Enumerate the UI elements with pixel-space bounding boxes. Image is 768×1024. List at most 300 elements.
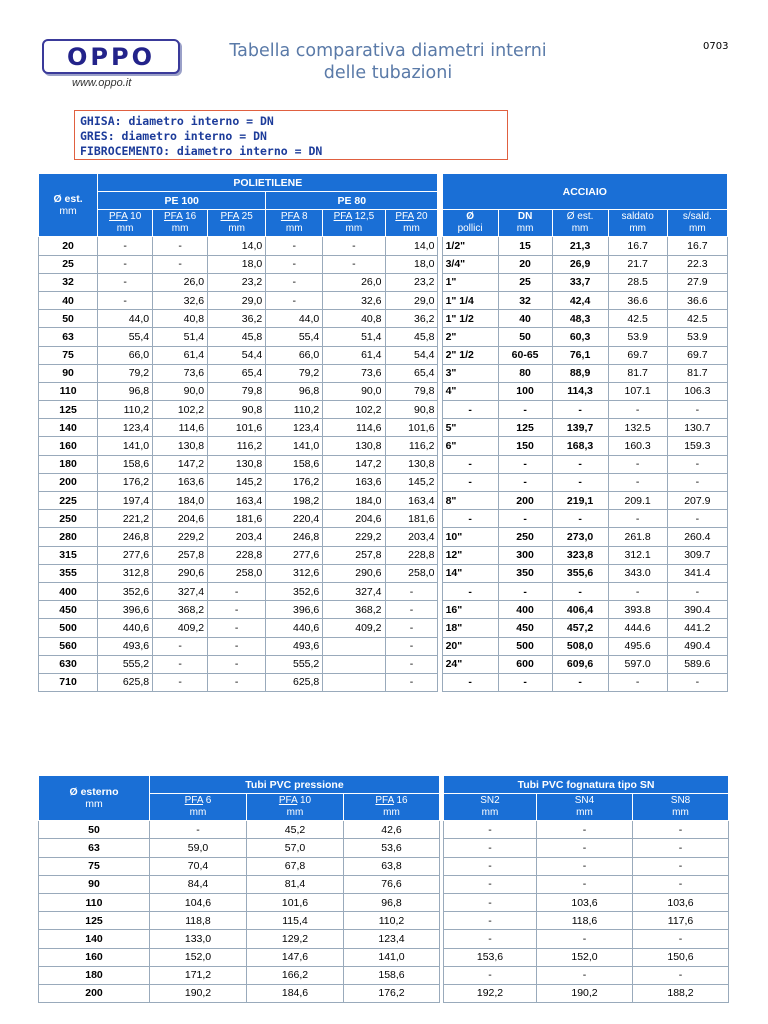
table-cell: - [442, 673, 498, 691]
table-row [39, 821, 729, 839]
table-cell: 81.7 [608, 364, 667, 382]
table-cell: 355,6 [552, 564, 608, 582]
table-cell: - [444, 912, 537, 930]
table-cell: 300 [498, 546, 552, 564]
table-cell: 18,0 [385, 255, 438, 273]
table-cell: 258,0 [385, 564, 438, 582]
table-cell: 343.0 [608, 564, 667, 582]
table-cell: 315 [39, 546, 98, 564]
logo-text: OPPO [67, 43, 155, 71]
table-cell: 160 [39, 437, 98, 455]
table-cell: 53,6 [344, 839, 440, 857]
col-pfa-header [153, 210, 208, 237]
table-cell: 45,2 [247, 821, 344, 839]
table-cell: 159.3 [667, 437, 727, 455]
table-row [39, 492, 728, 510]
table-cell: 390.4 [667, 601, 727, 619]
table-cell: 118,6 [537, 912, 633, 930]
table-cell: 75 [39, 857, 150, 875]
table-cell: 114,3 [552, 382, 608, 400]
table-cell: - [552, 673, 608, 691]
table-cell: - [667, 401, 727, 419]
table-row [39, 255, 728, 273]
table-cell: 152,0 [150, 948, 247, 966]
table-cell: 327,4 [153, 582, 208, 600]
pfa-label [268, 211, 320, 223]
table-cell: 190,2 [150, 984, 247, 1002]
pfa-unit: mm [189, 807, 207, 819]
table-cell: 20 [39, 237, 98, 255]
table-cell: 1" 1/4 [442, 291, 498, 309]
table-cell: 5" [442, 419, 498, 437]
table-cell: 69.7 [608, 346, 667, 364]
pfa-unit: mm [228, 223, 245, 235]
table-cell: 444.6 [608, 619, 667, 637]
table-cell: 50 [39, 310, 98, 328]
table-cell: - [444, 839, 537, 857]
table-cell: - [208, 601, 266, 619]
table-cell: 493,6 [266, 637, 323, 655]
table-row [39, 582, 728, 600]
table-cell: 200 [498, 492, 552, 510]
table-cell: 25 [498, 273, 552, 291]
table-cell: 63,8 [344, 857, 440, 875]
table-cell: 352,6 [266, 582, 323, 600]
table-cell: - [442, 473, 498, 491]
group-acciaio: ACCIAIO [442, 174, 727, 210]
table-cell: 130.7 [667, 419, 727, 437]
table-cell: 55,4 [266, 328, 323, 346]
pfa-label [100, 211, 150, 223]
pfa-link[interactable]: PFA [395, 211, 414, 223]
pfa-unit: mm [345, 223, 363, 235]
group-polietilene: POLIETILENE [98, 174, 438, 192]
table-cell: 42.5 [608, 310, 667, 328]
table-cell: - [385, 619, 438, 637]
col-sn-header [537, 794, 633, 821]
table-cell: 200 [39, 984, 150, 1002]
table-cell: - [667, 673, 727, 691]
table-cell: 188,2 [633, 984, 729, 1002]
table-cell: 147,2 [153, 455, 208, 473]
table-cell: - [442, 582, 498, 600]
table-cell: 63 [39, 328, 98, 346]
table-cell: 101,6 [385, 419, 438, 437]
table-cell: 198,2 [266, 492, 323, 510]
col-acciaio-header-label: Ø est. [566, 211, 594, 223]
table-cell: 250 [498, 528, 552, 546]
table-cell: 150,6 [633, 948, 729, 966]
table-cell: 107.1 [608, 382, 667, 400]
col-acciaio-header [552, 210, 608, 237]
table-cell: 29,0 [208, 291, 266, 309]
table-cell: 117,6 [633, 912, 729, 930]
table-cell: 110 [39, 893, 150, 911]
col-esterno-label: Ø esterno [69, 786, 119, 799]
table-cell: 180 [39, 966, 150, 984]
table-cell: 1" 1/2 [442, 310, 498, 328]
table-cell: 54,4 [385, 346, 438, 364]
col-est-label: Ø est. [53, 193, 83, 206]
note-ghisa: GHISA: diametro interno = DN [80, 114, 274, 128]
pfa-label [388, 211, 436, 223]
table-cell: 181,6 [208, 510, 266, 528]
table-cell: 55,4 [98, 328, 153, 346]
title-line-1: Tabella comparativa diametri interni [229, 41, 547, 61]
table-cell: 130,8 [208, 455, 266, 473]
table-cell: 197,4 [98, 492, 153, 510]
table-cell: - [208, 637, 266, 655]
table-cell: 45,8 [385, 328, 438, 346]
table-cell: - [444, 875, 537, 893]
table-cell: 4" [442, 382, 498, 400]
table-cell: 60-65 [498, 346, 552, 364]
table-cell: 139,7 [552, 419, 608, 437]
table-cell: 257,8 [153, 546, 208, 564]
table-cell: 625,8 [98, 673, 153, 691]
table-row [39, 455, 728, 473]
table-cell: 166,2 [247, 966, 344, 984]
pfa-link[interactable]: PFA [333, 211, 352, 223]
table-cell: - [537, 821, 633, 839]
table-cell: 48,3 [552, 310, 608, 328]
table-cell: 40,8 [323, 310, 385, 328]
table-row [39, 673, 728, 691]
table-cell: - [266, 273, 323, 291]
table-cell: - [633, 930, 729, 948]
table-cell: 176,2 [266, 473, 323, 491]
table-cell: - [552, 455, 608, 473]
table-cell: - [98, 273, 153, 291]
table-cell: 28.5 [608, 273, 667, 291]
col-sn-header-unit: mm [672, 807, 689, 819]
table-cell: 21,3 [552, 237, 608, 255]
table-cell: 145,2 [385, 473, 438, 491]
table-cell: 508,0 [552, 637, 608, 655]
pfa-label [346, 795, 437, 807]
table-cell: 141,0 [266, 437, 323, 455]
table-row [39, 364, 728, 382]
table-row [39, 528, 728, 546]
table-cell: 54,4 [208, 346, 266, 364]
table-cell: 69.7 [667, 346, 727, 364]
pfa-link[interactable]: PFA [109, 211, 128, 223]
col-sn-header-unit: mm [576, 807, 593, 819]
table-cell: - [633, 821, 729, 839]
table-cell: 26,0 [323, 273, 385, 291]
table-cell: 225 [39, 492, 98, 510]
table-cell: 67,8 [247, 857, 344, 875]
col-pfa-header [247, 794, 344, 821]
col-sn-header-label: SN2 [480, 795, 500, 807]
table-cell: 409,2 [323, 619, 385, 637]
col-est-unit: mm [59, 205, 77, 218]
table-cell: - [633, 966, 729, 984]
table-cell: 75 [39, 346, 98, 364]
table-cell: 114,6 [153, 419, 208, 437]
table-cell: 32 [498, 291, 552, 309]
table-cell: 103,6 [537, 893, 633, 911]
pfa-link[interactable]: PFA [184, 795, 203, 807]
table-cell: - [498, 582, 552, 600]
table-cell: 70,4 [150, 857, 247, 875]
table-cell: 40 [39, 291, 98, 309]
table-cell: 90 [39, 364, 98, 382]
table-cell: 500 [39, 619, 98, 637]
table-cell: 132.5 [608, 419, 667, 437]
table-cell: 258,0 [208, 564, 266, 582]
table-cell: 150 [498, 437, 552, 455]
table-cell: 20" [442, 637, 498, 655]
table-cell: 14,0 [208, 237, 266, 255]
table-cell: 21.7 [608, 255, 667, 273]
table-cell: 45,8 [208, 328, 266, 346]
table-cell: 100 [498, 382, 552, 400]
table-cell: 57,0 [247, 839, 344, 857]
table-cell: 32 [39, 273, 98, 291]
table-row [39, 875, 729, 893]
table-row [39, 382, 728, 400]
table-cell: 129,2 [247, 930, 344, 948]
table-cell: 176,2 [98, 473, 153, 491]
table-cell: - [608, 582, 667, 600]
table-row [39, 401, 728, 419]
table-cell: 130,8 [385, 455, 438, 473]
table-row [39, 291, 728, 309]
table-cell: 555,2 [98, 655, 153, 673]
table-cell: 61,4 [153, 346, 208, 364]
table-cell: 257,8 [323, 546, 385, 564]
table-cell: 125 [39, 401, 98, 419]
logo-url[interactable]: www.oppo.it [72, 77, 132, 89]
table-cell: 312,6 [266, 564, 323, 582]
table-cell: 16" [442, 601, 498, 619]
pfa-value: 25 [241, 211, 253, 223]
col-acciaio-header-label: saldato [621, 211, 654, 223]
table-cell: 158,6 [344, 966, 440, 984]
table-cell: 440,6 [98, 619, 153, 637]
table-cell: 96,8 [344, 893, 440, 911]
table-cell: 102,2 [323, 401, 385, 419]
pfa-link[interactable]: PFA [280, 211, 300, 223]
table-cell: 26,9 [552, 255, 608, 273]
table-cell: - [667, 582, 727, 600]
table-cell: - [608, 673, 667, 691]
table-cell: 261.8 [608, 528, 667, 546]
table-cell: 123,4 [344, 930, 440, 948]
table-row [39, 437, 728, 455]
table-row [39, 273, 728, 291]
pfa-value: 8 [302, 211, 308, 223]
table-cell: 125 [498, 419, 552, 437]
table-cell: 277,6 [266, 546, 323, 564]
pfa-unit: mm [403, 223, 420, 235]
table-cell: - [608, 473, 667, 491]
table-row [39, 655, 728, 673]
table-cell: 190,2 [537, 984, 633, 1002]
table-cell: 27.9 [667, 273, 727, 291]
table-cell: 273,0 [552, 528, 608, 546]
table-cell: 597.0 [608, 655, 667, 673]
table-cell: 115,4 [247, 912, 344, 930]
table-cell: 2" [442, 328, 498, 346]
table-cell: 10" [442, 528, 498, 546]
col-est-header [39, 174, 98, 237]
table-cell: - [537, 875, 633, 893]
table-cell: - [537, 930, 633, 948]
table-cell: - [442, 455, 498, 473]
table-cell: 79,8 [208, 382, 266, 400]
table-cell: 51,4 [153, 328, 208, 346]
table-cell: 36,2 [385, 310, 438, 328]
table-cell: 153,6 [444, 948, 537, 966]
table-cell: 18" [442, 619, 498, 637]
table-cell: 44,0 [98, 310, 153, 328]
table-cell: 203,4 [208, 528, 266, 546]
table-row [39, 948, 729, 966]
table-cell: - [667, 510, 727, 528]
table-cell: 246,8 [266, 528, 323, 546]
col-acciaio-header [498, 210, 552, 237]
table-cell: 73,6 [323, 364, 385, 382]
table-cell: 277,6 [98, 546, 153, 564]
col-acciaio-header-unit: mm [571, 223, 589, 235]
table-cell: - [208, 619, 266, 637]
table-cell: - [323, 255, 385, 273]
table-cell: 290,6 [153, 564, 208, 582]
pfa-value: 16 [185, 211, 197, 223]
col-esterno-unit: mm [85, 798, 103, 811]
pfa-link[interactable]: PFA [278, 795, 298, 807]
col-esterno-header [39, 776, 150, 821]
table-cell: 140 [39, 419, 98, 437]
pfa-value: 16 [396, 795, 408, 807]
sub-pe80: PE 80 [266, 192, 438, 210]
table-cell: 125 [39, 912, 150, 930]
table-cell: 490.4 [667, 637, 727, 655]
table-cell: 309.7 [667, 546, 727, 564]
table-cell: 220,4 [266, 510, 323, 528]
table-row [39, 966, 729, 984]
table-row [39, 601, 728, 619]
pfa-unit: mm [116, 223, 134, 235]
table-cell: 147,2 [323, 455, 385, 473]
table-cell: 20 [498, 255, 552, 273]
table-cell: 130,8 [323, 437, 385, 455]
table-cell: 114,6 [323, 419, 385, 437]
oppo-logo [42, 39, 180, 74]
title-line-2: delle tubazioni [323, 63, 453, 83]
table-cell: 204,6 [323, 510, 385, 528]
table-cell: - [498, 673, 552, 691]
table-cell: 500 [498, 637, 552, 655]
table-row [39, 328, 728, 346]
pfa-value: 6 [205, 795, 212, 807]
table-cell: 26,0 [153, 273, 208, 291]
table-cell: 130,8 [153, 437, 208, 455]
table-cell: 184,0 [153, 492, 208, 510]
col-sn-header-unit: mm [481, 807, 499, 819]
table-cell: - [385, 637, 438, 655]
table-cell: - [444, 893, 537, 911]
table-cell: 53.9 [608, 328, 667, 346]
table-cell: 493,6 [98, 637, 153, 655]
table-cell: 8" [442, 492, 498, 510]
table-cell: - [537, 966, 633, 984]
table-cell: 90,8 [385, 401, 438, 419]
table-cell: 50 [498, 328, 552, 346]
table-cell: 203,4 [385, 528, 438, 546]
table-cell: - [153, 673, 208, 691]
table-cell: - [498, 455, 552, 473]
table-cell: 76,1 [552, 346, 608, 364]
table-cell: 110,2 [344, 912, 440, 930]
table-cell: 80 [498, 364, 552, 382]
table-cell: 123,4 [98, 419, 153, 437]
table-row [39, 237, 728, 255]
table-cell: 6" [442, 437, 498, 455]
table-cell: 600 [498, 655, 552, 673]
table-cell: 25 [39, 255, 98, 273]
table-cell: 33,7 [552, 273, 608, 291]
table-cell: 81,4 [247, 875, 344, 893]
table-cell: 495.6 [608, 637, 667, 655]
col-acciaio-header-label: Ø [466, 211, 474, 223]
table-cell: 323,8 [552, 546, 608, 564]
table-cell: - [608, 455, 667, 473]
table-cell: 180 [39, 455, 98, 473]
table-cell: 14,0 [385, 237, 438, 255]
table-cell: 90,0 [323, 382, 385, 400]
pfa-value: 12,5 [354, 211, 375, 223]
table-polietilene-acciaio [38, 173, 728, 692]
pfa-link[interactable]: PFA [375, 795, 394, 807]
col-sn-header [444, 794, 537, 821]
pfa-label [152, 795, 244, 807]
table-cell: - [444, 821, 537, 839]
table-cell: 42,4 [552, 291, 608, 309]
table-cell: 65,4 [385, 364, 438, 382]
table-cell: 15 [498, 237, 552, 255]
pfa-link[interactable]: PFA [220, 211, 239, 223]
table-cell: - [498, 473, 552, 491]
table-cell: 630 [39, 655, 98, 673]
table-cell: - [266, 237, 323, 255]
table-cell: 84,4 [150, 875, 247, 893]
table-cell: 589.6 [667, 655, 727, 673]
pfa-label [155, 211, 205, 223]
col-pfa-header [323, 210, 385, 237]
table-cell: 101,6 [208, 419, 266, 437]
table-cell: 3" [442, 364, 498, 382]
col-pfa-header [98, 210, 153, 237]
table-cell: 163,6 [323, 473, 385, 491]
table-cell: 200 [39, 473, 98, 491]
table-cell: 29,0 [385, 291, 438, 309]
table-cell: - [608, 401, 667, 419]
table-cell: - [552, 401, 608, 419]
table-cell: 145,2 [208, 473, 266, 491]
pfa-label [325, 211, 382, 223]
table-cell: - [266, 291, 323, 309]
table-cell: 160.3 [608, 437, 667, 455]
col-acciaio-header [442, 210, 498, 237]
table-cell: - [537, 839, 633, 857]
table-cell: 53.9 [667, 328, 727, 346]
table-cell: 555,2 [266, 655, 323, 673]
pfa-link[interactable]: PFA [163, 211, 183, 223]
table-cell: 73,6 [153, 364, 208, 382]
